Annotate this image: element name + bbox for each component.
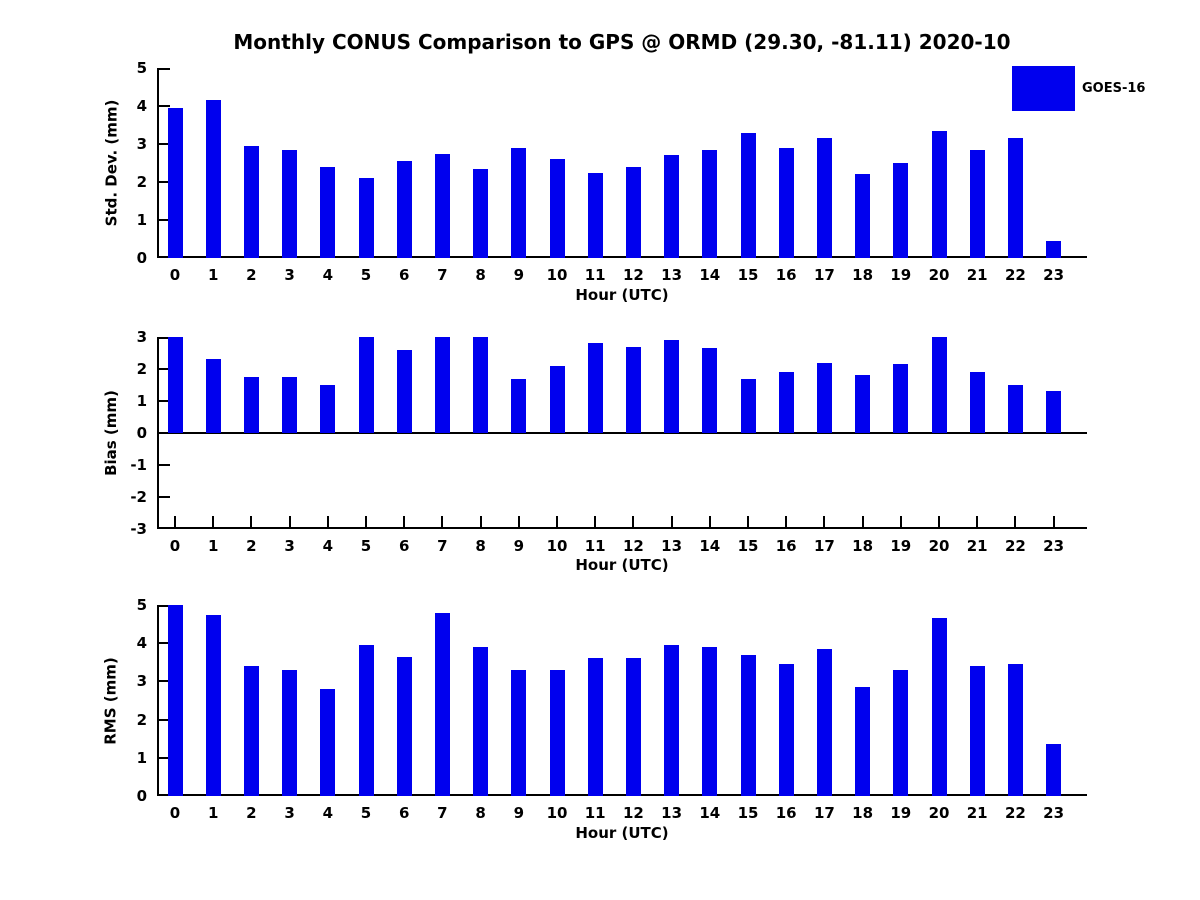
bar-hour-3 [282, 670, 297, 796]
rms-x-axis-title: Hour (UTC) [575, 824, 669, 842]
bar-hour-21 [970, 150, 985, 258]
x-tick-mark [671, 516, 673, 527]
bar-hour-18 [855, 174, 870, 258]
x-tick-mark [480, 516, 482, 527]
x-tick-label: 15 [737, 537, 759, 555]
x-tick-label: 23 [1043, 537, 1065, 555]
x-tick-label: 23 [1043, 804, 1065, 822]
bar-hour-16 [779, 372, 794, 433]
bar-hour-5 [359, 645, 374, 796]
bar-hour-17 [817, 138, 832, 258]
x-tick-mark [900, 516, 902, 527]
stddev-y-axis-title: Std. Dev. (mm) [102, 99, 121, 227]
x-tick-label: 2 [246, 266, 257, 284]
bar-hour-2 [244, 377, 259, 433]
x-tick-label: 14 [699, 804, 721, 822]
y-tick-label: 3 [136, 135, 147, 153]
x-tick-mark [976, 516, 978, 527]
bar-hour-23 [1046, 744, 1061, 796]
bar-hour-9 [511, 379, 526, 433]
x-tick-label: 5 [360, 537, 372, 555]
x-tick-mark [1014, 516, 1016, 527]
bar-hour-7 [435, 337, 450, 433]
y-tick-label: -3 [130, 520, 147, 538]
x-tick-label: 17 [813, 266, 835, 284]
bar-hour-5 [359, 337, 374, 433]
bar-hour-23 [1046, 391, 1061, 433]
bar-hour-0 [168, 605, 183, 796]
bar-hour-0 [168, 337, 183, 433]
x-tick-label: 4 [322, 266, 334, 284]
x-tick-label: 3 [284, 537, 295, 555]
x-tick-label: 16 [775, 266, 797, 284]
x-tick-mark [289, 516, 291, 527]
bar-hour-12 [626, 167, 641, 258]
bar-hour-8 [473, 169, 488, 258]
x-tick-mark [327, 516, 329, 527]
x-tick-mark [594, 516, 596, 527]
bar-hour-18 [855, 687, 870, 796]
bar-hour-6 [397, 161, 412, 258]
bar-hour-22 [1008, 138, 1023, 258]
bar-hour-13 [664, 645, 679, 796]
bar-hour-9 [511, 670, 526, 796]
y-tick-label: 3 [136, 328, 147, 346]
bar-hour-3 [282, 377, 297, 433]
x-tick-label: 10 [546, 537, 568, 555]
bar-hour-8 [473, 337, 488, 433]
y-tick-mark [159, 68, 170, 70]
x-tick-mark [823, 516, 825, 527]
x-tick-label: 9 [513, 804, 525, 822]
bar-hour-10 [550, 366, 565, 433]
bar-hour-13 [664, 340, 679, 433]
y-tick-label: 0 [136, 249, 147, 267]
x-tick-label: 13 [661, 537, 683, 555]
bar-hour-11 [588, 343, 603, 433]
y-tick-label: 4 [136, 97, 147, 115]
x-tick-label: 21 [966, 804, 988, 822]
x-tick-label: 12 [622, 266, 644, 284]
bar-hour-20 [932, 131, 947, 258]
bar-hour-2 [244, 666, 259, 796]
x-tick-label: 8 [475, 804, 486, 822]
x-tick-mark [1053, 516, 1055, 527]
x-tick-label: 10 [546, 266, 568, 284]
y-tick-label: 1 [136, 392, 147, 410]
bar-hour-7 [435, 613, 450, 796]
y-tick-mark [159, 464, 170, 466]
bar-hour-21 [970, 372, 985, 433]
bar-hour-15 [741, 133, 756, 258]
x-tick-label: 0 [169, 804, 181, 822]
y-tick-label: 2 [136, 173, 147, 191]
chart-title: Monthly CONUS Comparison to GPS @ ORMD (29.30, -81.11) 2020-10 [233, 30, 1011, 54]
y-tick-label: -1 [130, 456, 147, 474]
x-tick-label: 20 [928, 804, 950, 822]
y-tick-label: 3 [136, 672, 147, 691]
bar-hour-12 [626, 658, 641, 796]
y-tick-label: 4 [136, 634, 147, 653]
bar-hour-21 [970, 666, 985, 796]
x-tick-mark [632, 516, 634, 527]
x-tick-label: 12 [622, 537, 644, 555]
x-tick-label: 21 [966, 537, 988, 555]
y-tick-label: 1 [136, 211, 147, 229]
bar-hour-16 [779, 148, 794, 258]
y-axis-spine [157, 605, 159, 796]
y-tick-label: 0 [136, 787, 147, 805]
x-tick-label: 11 [584, 804, 606, 822]
bar-hour-4 [320, 167, 335, 258]
x-tick-label: 16 [775, 537, 797, 555]
bar-hour-19 [893, 364, 908, 433]
x-tick-label: 13 [661, 804, 683, 822]
bias-x-axis-title: Hour (UTC) [575, 556, 669, 574]
legend-label: GOES-16 [1082, 81, 1146, 96]
x-tick-mark [212, 516, 214, 527]
bar-hour-14 [702, 348, 717, 433]
x-tick-label: 19 [890, 266, 912, 284]
bar-hour-16 [779, 664, 794, 796]
x-tick-label: 0 [169, 537, 181, 555]
bar-hour-10 [550, 670, 565, 796]
x-tick-label: 8 [475, 537, 486, 555]
x-tick-label: 1 [207, 266, 219, 284]
x-tick-label: 1 [207, 537, 219, 555]
x-tick-label: 16 [775, 804, 797, 822]
x-tick-label: 14 [699, 266, 721, 284]
bar-hour-0 [168, 108, 183, 258]
x-tick-label: 18 [852, 537, 874, 555]
x-tick-label: 11 [584, 537, 606, 555]
x-tick-label: 7 [437, 266, 448, 284]
bar-hour-22 [1008, 385, 1023, 433]
x-tick-label: 2 [246, 537, 257, 555]
x-tick-label: 4 [322, 804, 334, 822]
bar-hour-10 [550, 159, 565, 258]
bar-hour-5 [359, 178, 374, 258]
x-tick-label: 19 [890, 537, 912, 555]
x-tick-label: 9 [513, 537, 525, 555]
y-tick-mark [159, 105, 170, 107]
bar-hour-11 [588, 658, 603, 796]
x-tick-label: 14 [699, 537, 721, 555]
legend-swatch-goes16 [1012, 66, 1075, 111]
bias-y-axis-title: Bias (mm) [102, 390, 121, 476]
x-tick-label: 13 [661, 266, 683, 284]
bar-hour-17 [817, 649, 832, 796]
bar-hour-2 [244, 146, 259, 258]
bar-hour-23 [1046, 241, 1061, 258]
x-tick-label: 21 [966, 266, 988, 284]
x-tick-label: 17 [813, 537, 835, 555]
bar-hour-22 [1008, 664, 1023, 796]
y-tick-label: 2 [136, 710, 147, 729]
rms-plot-area [136, 596, 1087, 822]
bar-hour-19 [893, 670, 908, 796]
x-tick-mark [709, 516, 711, 527]
x-tick-label: 3 [284, 266, 295, 284]
x-tick-label: 11 [584, 266, 606, 284]
bar-hour-4 [320, 689, 335, 796]
y-axis-spine [157, 68, 159, 258]
bar-hour-12 [626, 347, 641, 433]
x-tick-label: 20 [928, 266, 950, 284]
bar-hour-17 [817, 363, 832, 433]
bar-hour-3 [282, 150, 297, 258]
stddev-x-axis-title: Hour (UTC) [575, 286, 669, 304]
y-tick-mark [159, 527, 170, 529]
x-tick-mark [938, 516, 940, 527]
x-tick-label: 22 [1004, 804, 1026, 822]
x-tick-label: 22 [1004, 537, 1026, 555]
x-tick-label: 0 [169, 266, 181, 284]
x-tick-mark [518, 516, 520, 527]
x-tick-label: 15 [737, 804, 759, 822]
bar-hour-15 [741, 379, 756, 433]
x-tick-label: 18 [852, 266, 874, 284]
y-tick-label: -2 [130, 488, 147, 506]
x-tick-mark [365, 516, 367, 527]
x-tick-label: 2 [246, 804, 257, 822]
x-tick-label: 7 [437, 537, 448, 555]
bar-hour-19 [893, 163, 908, 258]
x-tick-mark [174, 516, 176, 527]
x-tick-label: 3 [284, 804, 295, 822]
x-tick-label: 5 [360, 804, 372, 822]
x-tick-mark [441, 516, 443, 527]
x-tick-mark [250, 516, 252, 527]
x-tick-label: 4 [322, 537, 334, 555]
y-tick-label: 2 [136, 360, 147, 378]
x-tick-label: 22 [1004, 266, 1026, 284]
x-tick-label: 6 [398, 266, 410, 284]
y-tick-label: 1 [136, 748, 147, 767]
x-tick-mark [862, 516, 864, 527]
x-tick-label: 5 [360, 266, 372, 284]
bar-hour-14 [702, 150, 717, 258]
stddev-plot-area [136, 59, 1087, 284]
bar-hour-20 [932, 337, 947, 433]
x-tick-label: 19 [890, 804, 912, 822]
x-axis-spine [157, 527, 1087, 529]
x-tick-label: 7 [437, 804, 448, 822]
bar-hour-4 [320, 385, 335, 433]
bar-hour-1 [206, 100, 221, 258]
rms-y-axis-title: RMS (mm) [102, 656, 121, 745]
x-tick-label: 9 [513, 266, 525, 284]
y-tick-label: 5 [136, 596, 147, 614]
x-tick-label: 23 [1043, 266, 1065, 284]
x-tick-label: 1 [207, 804, 219, 822]
bar-hour-18 [855, 375, 870, 433]
x-tick-label: 6 [398, 804, 410, 822]
x-tick-mark [785, 516, 787, 527]
bar-hour-6 [397, 657, 412, 796]
y-tick-label: 5 [136, 59, 147, 77]
x-tick-label: 6 [398, 537, 410, 555]
x-tick-label: 12 [622, 804, 644, 822]
bar-hour-8 [473, 647, 488, 796]
x-tick-label: 10 [546, 804, 568, 822]
x-tick-label: 8 [475, 266, 486, 284]
x-tick-mark [747, 516, 749, 527]
x-tick-label: 17 [813, 804, 835, 822]
x-tick-mark [403, 516, 405, 527]
bar-hour-11 [588, 173, 603, 259]
x-tick-mark [556, 516, 558, 527]
bar-hour-9 [511, 148, 526, 258]
y-tick-label: 0 [136, 424, 147, 442]
bar-hour-6 [397, 350, 412, 433]
y-tick-mark [159, 496, 170, 498]
bar-hour-14 [702, 647, 717, 796]
x-tick-label: 15 [737, 266, 759, 284]
bar-hour-15 [741, 655, 756, 796]
bias-plot-area [130, 328, 1087, 555]
bar-hour-13 [664, 155, 679, 258]
bar-hour-20 [932, 618, 947, 796]
legend [1012, 66, 1145, 111]
x-tick-label: 20 [928, 537, 950, 555]
bar-hour-1 [206, 615, 221, 796]
bar-hour-1 [206, 359, 221, 433]
bar-hour-7 [435, 154, 450, 259]
x-tick-label: 18 [852, 804, 874, 822]
